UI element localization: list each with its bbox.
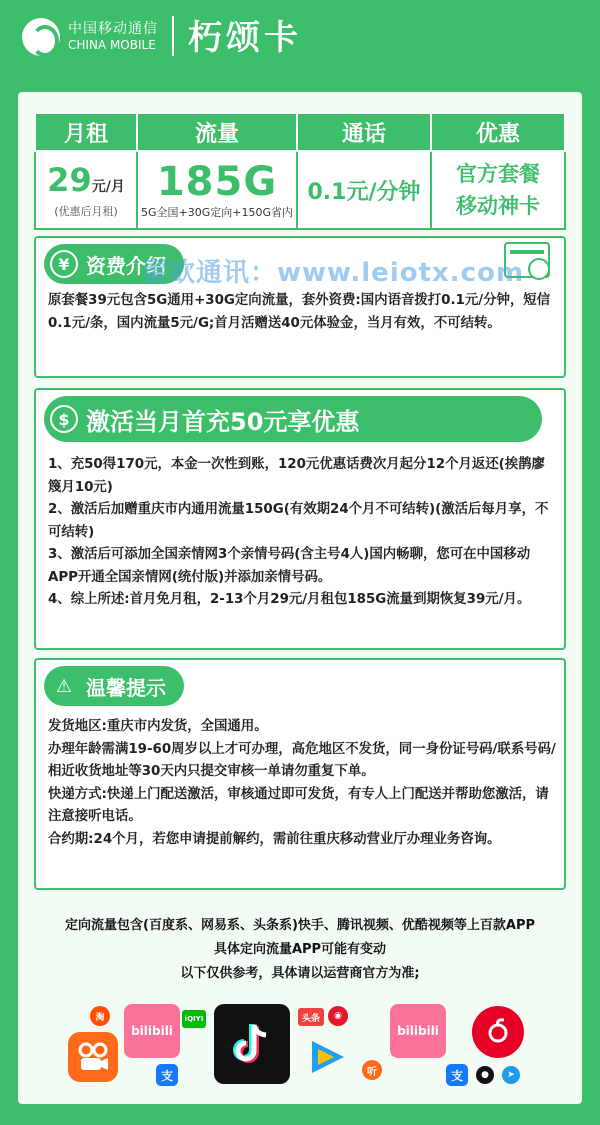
rent-value: 29 (47, 161, 92, 199)
notice-item: 发货地区:重庆市内发货，全国通用。 (48, 719, 268, 734)
header-perk: 优惠 (431, 113, 565, 151)
footer-line-3: 以下仅供参考，具体请以运营商官方为准; (180, 966, 420, 981)
weibo-icon: ◉ (328, 1006, 348, 1026)
footer-line-1: 定向流量包含(百度系、网易系、头条系)快手、腾讯视频、优酷视频等上百款APP (65, 918, 535, 933)
taobao-icon: 淘 (90, 1006, 110, 1026)
promo-item: 1、充50得170元，本金一次性到账，120元优惠话费次月起分12个月返还(挨鹊廖篾月10元) (48, 457, 545, 495)
promo-item: 3、激活后可添加全国亲情网3个亲情号码(含主号4人)国内畅聊，您可在中国移动APP开通全国亲情网(统付版)并添加亲情号码。 (48, 547, 531, 585)
bilibili-icon-2 (390, 1004, 446, 1058)
promo-list (48, 454, 556, 612)
bilibili-label-2: bilibili (397, 1024, 439, 1038)
bilibili-icon (124, 1004, 180, 1058)
flow-value: 185G (156, 159, 278, 205)
header-call: 通话 (297, 113, 431, 151)
coin-decoration-icon (528, 258, 550, 280)
rent-cell (35, 151, 137, 229)
perk-cell (431, 151, 565, 229)
fee-section-body: 原套餐39元包含5G通用+30G定向流量，套外资费:国内语音拨打0.1元/分钟，短信0.1元/条，国内流量5元/G;首月活赠送40元体验金，当月有效，不可结转。 (48, 293, 551, 331)
page-header (0, 0, 600, 80)
notice-section (34, 658, 566, 890)
promo-item: 4、综上所述:首月免月租，2-13个月29元/月租包185G流量到期恢复39元/月。 (48, 592, 531, 607)
watermark: 雷欧通讯：www.leiotx.com (142, 258, 525, 288)
douyin-icon (214, 1004, 290, 1084)
flow-note: 5G全国+30G定向+150G省内 (141, 206, 293, 219)
rent-unit: 元/月 (91, 179, 125, 195)
notice-item: 快递方式:快递上门配送激活，审核通过即可发货，有专人上门配送并帮助您激活，请注意接听电话。 (48, 786, 549, 824)
alipay-icon-2: 支 (446, 1064, 468, 1086)
promo-section (34, 388, 566, 650)
netease-music-icon (472, 1006, 524, 1058)
call-cell (297, 151, 431, 229)
call-value: 0.1元/分钟 (307, 179, 421, 205)
promo-item: 2、激活后加赠重庆市内通用流量150G(有效期24个月不可结转)(激活后每月享，不可结转) (48, 502, 549, 540)
plan-table (34, 112, 566, 230)
dollar-coin-icon: $ (50, 405, 78, 433)
kuaishou-icon (68, 1032, 118, 1082)
china-mobile-logo-icon (22, 18, 60, 56)
notice-section-title: 温馨提示 (86, 675, 166, 700)
warning-icon: ⚠ (55, 675, 73, 697)
app-icon-strip (62, 996, 538, 1092)
toutiao-icon: 头条 (298, 1008, 324, 1026)
bilibili-label: bilibili (131, 1024, 173, 1038)
qq-icon: ● (476, 1066, 494, 1084)
alipay-icon: 支 (156, 1064, 178, 1086)
flow-cell (137, 151, 297, 229)
header-divider (172, 16, 174, 56)
rent-note: (优惠后月租) (54, 205, 118, 218)
tencent-video-icon (304, 1038, 348, 1076)
promo-section-title-badge (44, 396, 542, 442)
fee-section-title: 资费介绍 (86, 253, 166, 278)
header-rent: 月租 (35, 113, 137, 151)
header-flow: 流量 (137, 113, 297, 151)
perk-line-1: 官方套餐 (456, 162, 540, 186)
notice-item: 办理年龄需满19-60周岁以上才可办理，高危地区不发货，同一身份证号码/联系号码/相近收货地址等30天内只提交审核一单请勿重复下单。 (48, 741, 556, 779)
notice-list (48, 716, 556, 851)
card-title: 朽颂卡 (188, 18, 302, 58)
telegram-icon: ➤ (502, 1066, 520, 1084)
notice-item: 合约期:24个月，若您申请提前解约，需前往重庆移动营业厅办理业务咨询。 (48, 831, 501, 847)
plan-table-value-row (35, 151, 565, 229)
perk-line-2: 移动神卡 (456, 194, 540, 218)
yen-icon: ¥ (50, 250, 78, 278)
brand-name-cn: 中国移动通信 (68, 21, 158, 37)
footer-line-2: 具体定向流量APP可能有变动 (213, 942, 387, 957)
notice-section-title-badge (44, 666, 184, 706)
iqiyi-icon: iQIYI (182, 1010, 206, 1028)
promo-section-title: 激活当月首充50元享优惠 (86, 407, 360, 436)
brand-name-en: CHINA MOBILE (68, 38, 156, 52)
plan-table-header-row (35, 113, 565, 151)
listen-icon: 听 (362, 1060, 382, 1080)
